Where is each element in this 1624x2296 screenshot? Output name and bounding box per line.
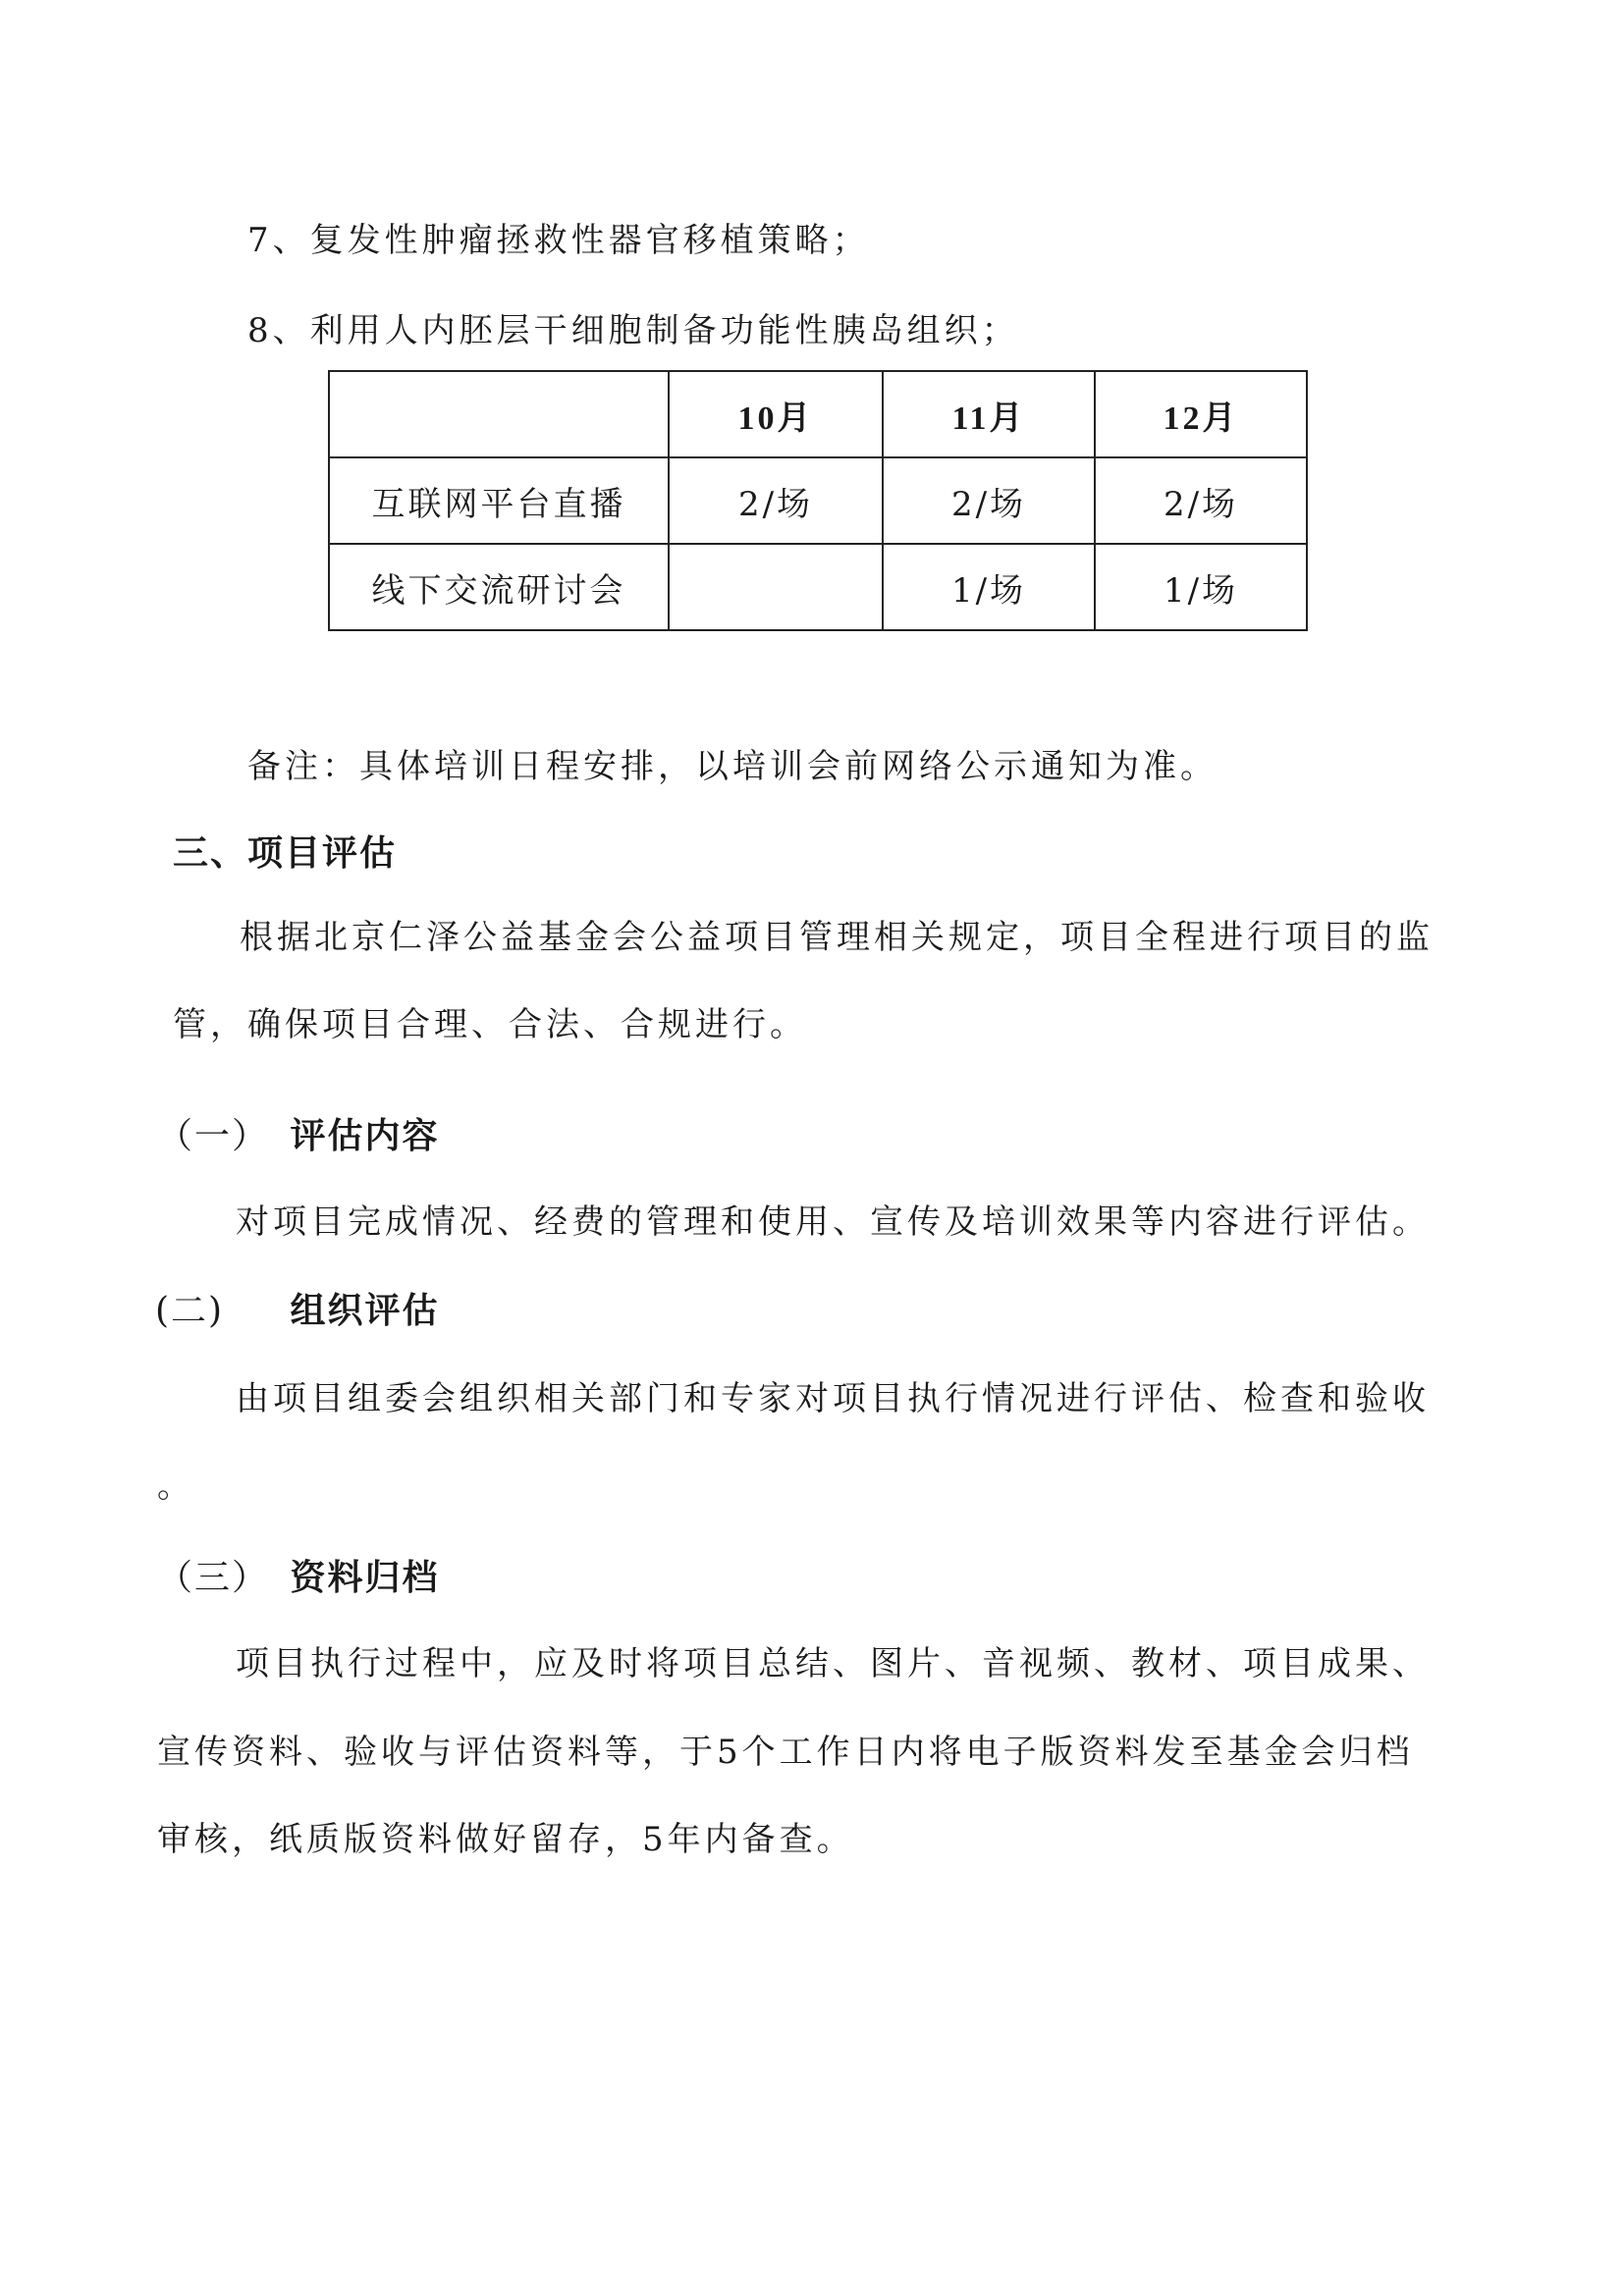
subsection-text: 审核，纸质版资料做好留存，5年内备查。 — [157, 1820, 854, 1859]
subsection-number: （三） — [157, 1558, 270, 1598]
table-row-label: 线下交流研讨会 — [329, 544, 669, 630]
table-header-cell — [329, 371, 669, 457]
table-cell — [669, 544, 883, 630]
schedule-table — [328, 370, 1308, 631]
table-cell: 1/场 — [883, 544, 1095, 630]
subsection-label: 评估内容 — [290, 1116, 440, 1156]
subsection-heading-1 — [157, 1116, 440, 1156]
subsection-label: 资料归档 — [290, 1558, 440, 1598]
subsection-text: 由项目组委会组织相关部门和专家对项目执行情况进行评估、检查和验收 — [236, 1379, 1430, 1418]
table-header-cell: 10月 — [669, 371, 883, 457]
list-item-7: 7、复发性肿瘤拯救性器官移植策略； — [247, 221, 870, 260]
subsection-text: 对项目完成情况、经费的管理和使用、宣传及培训效果等内容进行评估。 — [236, 1202, 1430, 1242]
table-header-cell: 11月 — [883, 371, 1095, 457]
schedule-note: 备注：具体培训日程安排，以培训会前网络公示通知为准。 — [247, 747, 1218, 786]
subsection-number: （一） — [157, 1116, 270, 1156]
table-cell: 2/场 — [883, 457, 1095, 544]
subsection-label: 组织评估 — [290, 1291, 440, 1331]
subsection-heading-2 — [155, 1291, 440, 1331]
subsection-number: (二) — [155, 1291, 225, 1331]
subsection-text: 项目执行过程中，应及时将项目总结、图片、音视频、教材、项目成果、 — [236, 1644, 1430, 1683]
section-paragraph-line: 管，确保项目合理、合法、合规进行。 — [173, 1005, 807, 1044]
table-row — [329, 544, 1307, 630]
table-row — [329, 457, 1307, 544]
section-title — [173, 833, 398, 874]
table-header-row — [329, 371, 1307, 457]
table-header-cell: 12月 — [1095, 371, 1307, 457]
table-cell: 2/场 — [669, 457, 883, 544]
table-cell: 1/场 — [1095, 544, 1307, 630]
subsection-text: 。 — [157, 1467, 194, 1506]
subsection-heading-3 — [157, 1558, 440, 1598]
subsection-text: 宣传资料、验收与评估资料等，于5个工作日内将电子版资料发至基金会归档 — [157, 1733, 1414, 1772]
section-paragraph-line: 根据北京仁泽公益基金会公益项目管理相关规定，项目全程进行项目的监 — [240, 918, 1434, 957]
table-row-label: 互联网平台直播 — [329, 457, 669, 544]
section-title-text: 三、项目评估 — [173, 833, 398, 874]
table-cell: 2/场 — [1095, 457, 1307, 544]
list-item-8: 8、利用人内胚层干细胞制备功能性胰岛组织； — [247, 311, 1019, 350]
